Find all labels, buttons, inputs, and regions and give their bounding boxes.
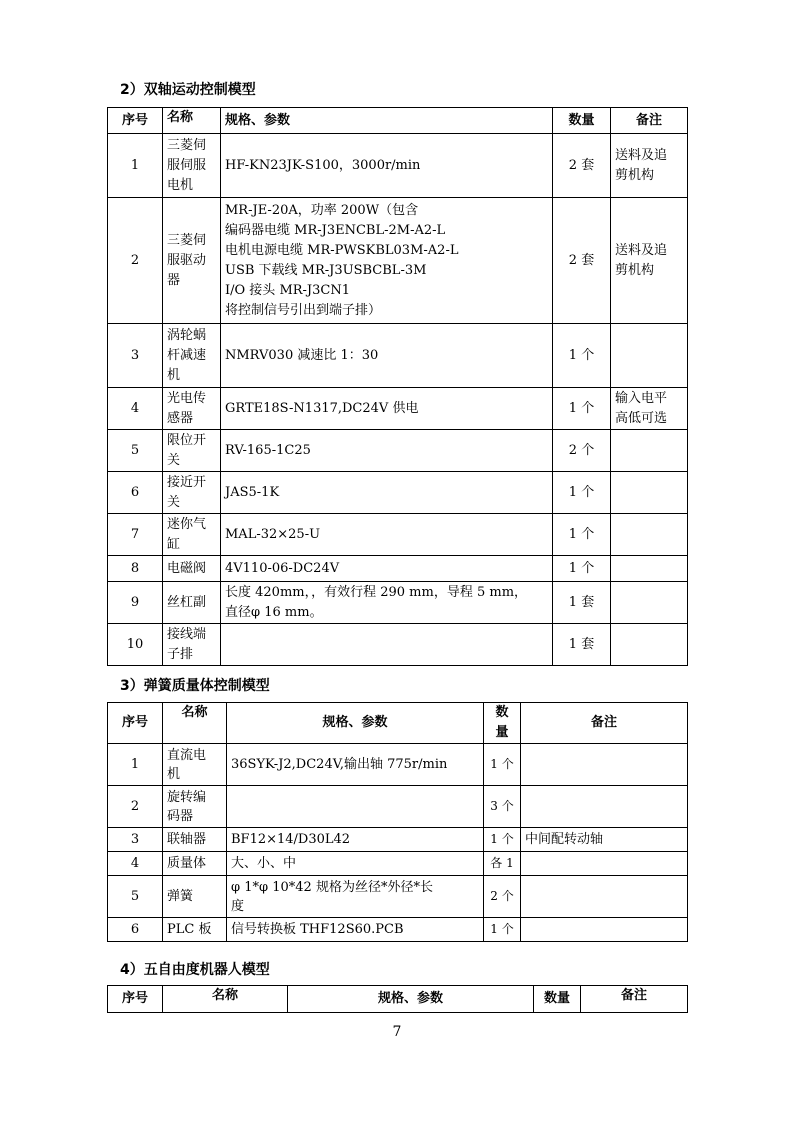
row-note	[611, 514, 688, 556]
row-qty: 2 个	[553, 430, 611, 472]
row-spec	[221, 624, 553, 666]
row-name: 弹簧	[163, 876, 227, 918]
table-row	[108, 582, 688, 624]
row-spec: BF12×14/D30L42	[227, 828, 484, 852]
row-qty: 1 套	[553, 624, 611, 666]
table-row	[108, 388, 688, 430]
header-name: 名称	[163, 986, 288, 1013]
row-qty: 1 个	[553, 556, 611, 582]
row-number: 8	[108, 556, 163, 582]
row-note: 送料及追 剪机构	[611, 134, 688, 198]
table-row	[108, 198, 688, 324]
row-name: 旋转编 码器	[163, 786, 227, 828]
row-number: 3	[108, 324, 163, 388]
row-spec: GRTE18S-N1317,DC24V 供电	[221, 388, 553, 430]
row-note	[521, 786, 688, 828]
row-number: 1	[108, 134, 163, 198]
row-note	[521, 744, 688, 786]
row-qty: 1 个	[484, 744, 521, 786]
header-spec: 规格、参数	[288, 986, 534, 1013]
row-qty: 1 个	[484, 918, 521, 942]
row-qty: 2 个	[484, 876, 521, 918]
row-qty: 1 个	[484, 828, 521, 852]
row-number: 6	[108, 918, 163, 942]
row-name: 丝杠副	[163, 582, 221, 624]
row-note	[611, 472, 688, 514]
table-row	[108, 744, 688, 786]
row-name: 接近开 关	[163, 472, 221, 514]
table-row	[108, 918, 688, 942]
row-note: 输入电平 高低可选	[611, 388, 688, 430]
row-qty: 1 个	[553, 514, 611, 556]
row-name: PLC 板	[163, 918, 227, 942]
row-spec: JAS5-1K	[221, 472, 553, 514]
section3-title: 3）弹簧质量体控制模型	[120, 678, 270, 694]
row-note	[521, 918, 688, 942]
row-name: 迷你气 缸	[163, 514, 221, 556]
section3-header-row	[108, 703, 688, 744]
row-spec: 长度 420mm，，有效行程 290 mm，导程 5 mm， 直径φ 16 mm。	[221, 582, 553, 624]
header-spec: 规格、参数	[221, 108, 553, 134]
header-name: 名称	[163, 108, 221, 134]
row-name: 直流电 机	[163, 744, 227, 786]
row-number: 7	[108, 514, 163, 556]
table-row	[108, 556, 688, 582]
row-name: 涡轮蜗 杆减速 机	[163, 324, 221, 388]
table-row	[108, 852, 688, 876]
row-number: 9	[108, 582, 163, 624]
row-number: 6	[108, 472, 163, 514]
table-row	[108, 472, 688, 514]
row-name: 电磁阀	[163, 556, 221, 582]
header-qty: 数量	[534, 986, 581, 1013]
table-row	[108, 786, 688, 828]
table-row	[108, 514, 688, 556]
row-note: 中间配转动轴	[521, 828, 688, 852]
row-note	[611, 582, 688, 624]
row-qty: 2 套	[553, 134, 611, 198]
header-no: 序号	[108, 108, 163, 134]
table-row	[108, 876, 688, 918]
row-number: 5	[108, 430, 163, 472]
header-name: 名称	[163, 703, 227, 744]
row-note: 送料及追 剪机构	[611, 198, 688, 324]
table-row	[108, 324, 688, 388]
row-spec: RV-165-1C25	[221, 430, 553, 472]
row-spec: MR-JE-20A，功率 200W（包含 编码器电缆 MR-J3ENCBL-2M-A2-L 电机电源电缆 MR-PWSKBL03M-A2-L USB 下载线 MR-J3USBCBL-3M I/O 接头 MR-J3CN1 将控制信号引出到端子排）	[221, 198, 553, 324]
row-number: 4	[108, 852, 163, 876]
row-name: 质量体	[163, 852, 227, 876]
row-note	[611, 324, 688, 388]
row-number: 3	[108, 828, 163, 852]
row-number: 10	[108, 624, 163, 666]
header-spec: 规格、参数	[227, 703, 484, 744]
row-name: 限位开 关	[163, 430, 221, 472]
table-row	[108, 828, 688, 852]
row-spec: 信号转换板 THF12S60.PCB	[227, 918, 484, 942]
header-no: 序号	[108, 986, 163, 1013]
row-spec: MAL-32×25-U	[221, 514, 553, 556]
section2-header-row	[108, 108, 688, 134]
row-note	[611, 556, 688, 582]
row-qty: 各 1	[484, 852, 521, 876]
row-name: 光电传 感器	[163, 388, 221, 430]
row-qty: 1 个	[553, 472, 611, 514]
row-name: 三菱伺 服驱动 器	[163, 198, 221, 324]
header-no: 序号	[108, 703, 163, 744]
row-note	[611, 430, 688, 472]
table-row	[108, 134, 688, 198]
row-number: 2	[108, 198, 163, 324]
row-note	[521, 852, 688, 876]
header-qty: 数 量	[484, 703, 521, 744]
row-qty: 1 个	[553, 324, 611, 388]
row-note	[521, 876, 688, 918]
row-number: 4	[108, 388, 163, 430]
row-number: 1	[108, 744, 163, 786]
row-spec	[227, 786, 484, 828]
row-spec: 36SYK-J2,DC24V,输出轴 775r/min	[227, 744, 484, 786]
section4-title: 4）五自由度机器人模型	[120, 962, 270, 978]
table-row	[108, 430, 688, 472]
row-name: 联轴器	[163, 828, 227, 852]
row-spec: HF-KN23JK-S100，3000r/min	[221, 134, 553, 198]
header-note: 备注	[611, 108, 688, 134]
row-qty: 3 个	[484, 786, 521, 828]
row-qty: 2 套	[553, 198, 611, 324]
row-number: 2	[108, 786, 163, 828]
row-spec: 大、小、中	[227, 852, 484, 876]
row-note	[611, 624, 688, 666]
row-qty: 1 套	[553, 582, 611, 624]
table-row	[108, 624, 688, 666]
row-spec: NMRV030 减速比 1：30	[221, 324, 553, 388]
row-name: 接线端 子排	[163, 624, 221, 666]
row-spec: φ 1*φ 10*42 规格为丝径*外径*长 度	[227, 876, 484, 918]
header-note: 备注	[521, 703, 688, 744]
row-name: 三菱伺 服伺服 电机	[163, 134, 221, 198]
row-spec: 4V110-06-DC24V	[221, 556, 553, 582]
section4-header-row	[108, 986, 688, 1013]
section2-table	[107, 107, 688, 666]
section4-table	[107, 985, 688, 1013]
row-number: 5	[108, 876, 163, 918]
section3-table	[107, 702, 688, 942]
row-qty: 1 个	[553, 388, 611, 430]
section2-title: 2）双轴运动控制模型	[120, 82, 256, 98]
header-qty: 数量	[553, 108, 611, 134]
header-note: 备注	[581, 986, 688, 1013]
page-number: 7	[392, 1024, 402, 1040]
